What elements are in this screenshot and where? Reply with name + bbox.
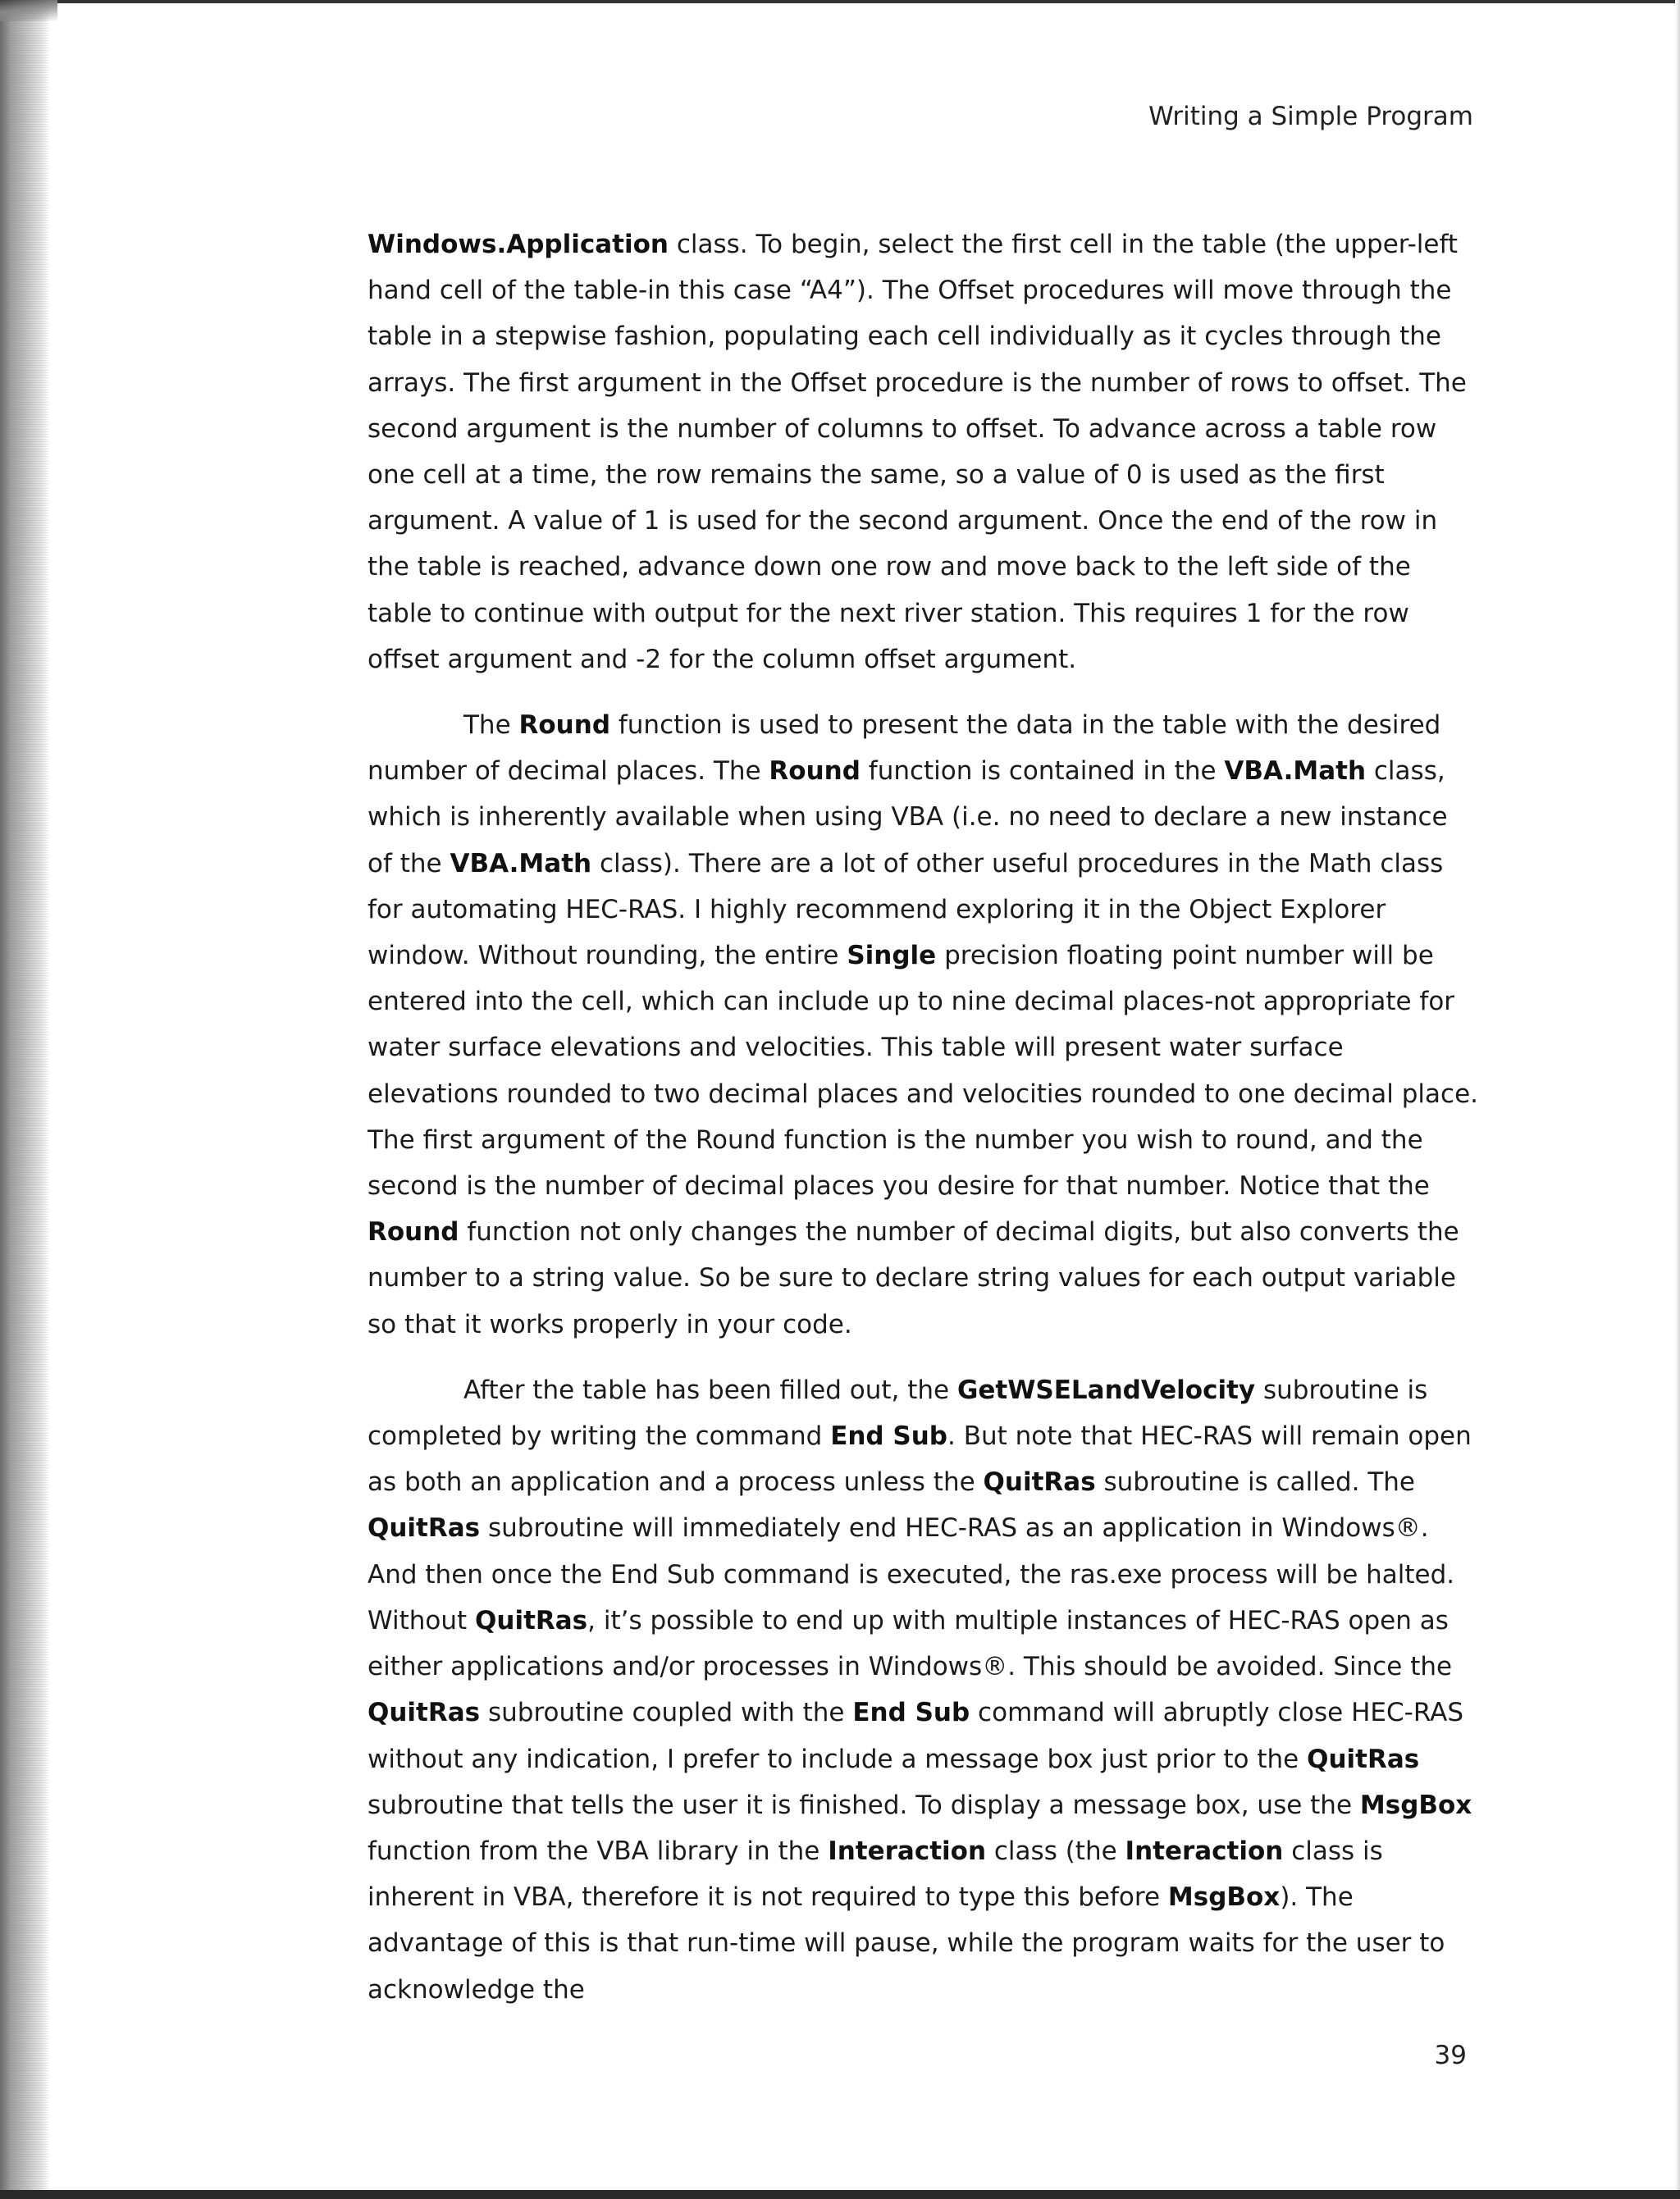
text-run: precision floating point number will be entered into the cell, which can include up to nine decimal places-not appropriate for water surface elevations and velocities. This table will present water surface elevations rounded to two decimal places and velocities rounded to one decimal place. The first argument of the Round function is the number you wish to round, and the second is the number of decimal places you desire for that number. Notice that the <box>368 941 1478 1202</box>
bold-term: MsgBox <box>1167 1882 1281 1913</box>
bold-term: QuitRas <box>983 1467 1096 1498</box>
bold-term: End Sub <box>852 1698 970 1728</box>
text-run: ). The advantage of this is that run-time will pause, while the program waits for the user to acknowledge the <box>368 1882 1445 2005</box>
bold-term: GetWSELandVelocity <box>956 1375 1256 1405</box>
bold-term: QuitRas <box>368 1698 481 1728</box>
bold-term: Round <box>368 1217 459 1248</box>
text-run: The <box>463 710 519 741</box>
text-run: subroutine that tells the user it is finished. To display a message box, use the <box>368 1790 1360 1820</box>
bold-term: Interaction <box>828 1836 987 1866</box>
text-run: class). There are a lot of other useful procedures in the Math class for automating HEC-RAS. I highly recommend exploring it in the Object Explorer window. Without rounding, the entire <box>368 848 1444 971</box>
text-run: subroutine is completed by writing the command <box>368 1375 1428 1452</box>
text-run: class. To begin, select the first cell in the table (the upper-left hand cell of the table-in this case “A4”). The Offset procedures will move through the table in a stepwise fashion, populating each cell individually as it cycles through the arrays. The first argument in the Offset procedure is the number of rows to offset. The second argument is the number of columns to offset. To advance across a table row one cell at a time, the row remains the same, so a value of 0 is used as the first argument. A value of 1 is used for the second argument. Once the end of the row in the table is reached, advance down one row and move back to the left side of the table to continue with output for the next river station. This requires 1 for the row offset argument and -2 for the column offset argument. <box>368 230 1467 674</box>
text-run: class, which is inherently available when using VBA (i.e. no need to declare a new instance of the <box>368 756 1448 878</box>
scan-right-edge <box>1675 0 1680 2199</box>
bold-term: QuitRas <box>368 1513 481 1544</box>
body-text <box>368 221 1479 2032</box>
bold-term: VBA.Math <box>1224 756 1367 787</box>
bold-term: QuitRas <box>1307 1744 1420 1774</box>
bold-term: MsgBox <box>1359 1790 1472 1820</box>
bold-term: Windows.Application <box>368 230 669 259</box>
scan-top-border <box>0 0 1680 3</box>
text-run: function is contained in the <box>860 756 1225 787</box>
paragraph-quitras <box>368 1367 1479 2013</box>
text-run: subroutine coupled with the <box>480 1698 853 1728</box>
text-run: function not only changes the number of decimal digits, but also converts the number to a string value. So be sure to declare string values for each output variable so that it works properly in your code. <box>368 1217 1459 1339</box>
text-run: , it’s possible to end up with multiple instances of HEC-RAS open as either applications and/or processes in Windows®. This should be avoided. Since the <box>368 1605 1453 1682</box>
paragraph-offset-procedures <box>368 221 1479 682</box>
page-binding-edge <box>0 0 10 2199</box>
text-run: class is inherent in VBA, therefore it is not required to type this before <box>368 1836 1383 1913</box>
bold-term: Round <box>518 710 611 741</box>
paragraph-round-function <box>368 702 1479 1348</box>
text-run: command will abruptly close HEC-RAS without any indication, I prefer to include a message box just prior to the <box>368 1698 1463 1774</box>
bold-term: Interaction <box>1125 1836 1284 1866</box>
text-run: subroutine is called. The <box>1095 1467 1415 1498</box>
bold-term: QuitRas <box>475 1605 588 1636</box>
text-run: After the table has been filled out, the <box>463 1375 957 1405</box>
scan-top-corner <box>0 0 57 21</box>
bold-term: Single <box>847 941 937 971</box>
page-number: 39 <box>1434 2041 1467 2070</box>
text-run: function from the VBA library in the <box>368 1836 829 1866</box>
text-run: class (the <box>986 1836 1125 1866</box>
bold-term: Round <box>769 756 861 787</box>
text-run: . But note that HEC-RAS will remain open as both an application and a process unless the <box>368 1421 1472 1498</box>
text-run: function is used to present the data in the table with the desired number of decimal places. The <box>368 710 1441 787</box>
bold-term: End Sub <box>830 1421 948 1452</box>
bold-term: VBA.Math <box>450 848 592 878</box>
running-header: Writing a Simple Program <box>1148 102 1473 131</box>
scan-bottom-border <box>0 2190 1680 2199</box>
text-run: subroutine will immediately end HEC-RAS as an application in Windows®. And then once the End Sub command is executed, the ras.exe process will be halted. Without <box>368 1513 1455 1636</box>
